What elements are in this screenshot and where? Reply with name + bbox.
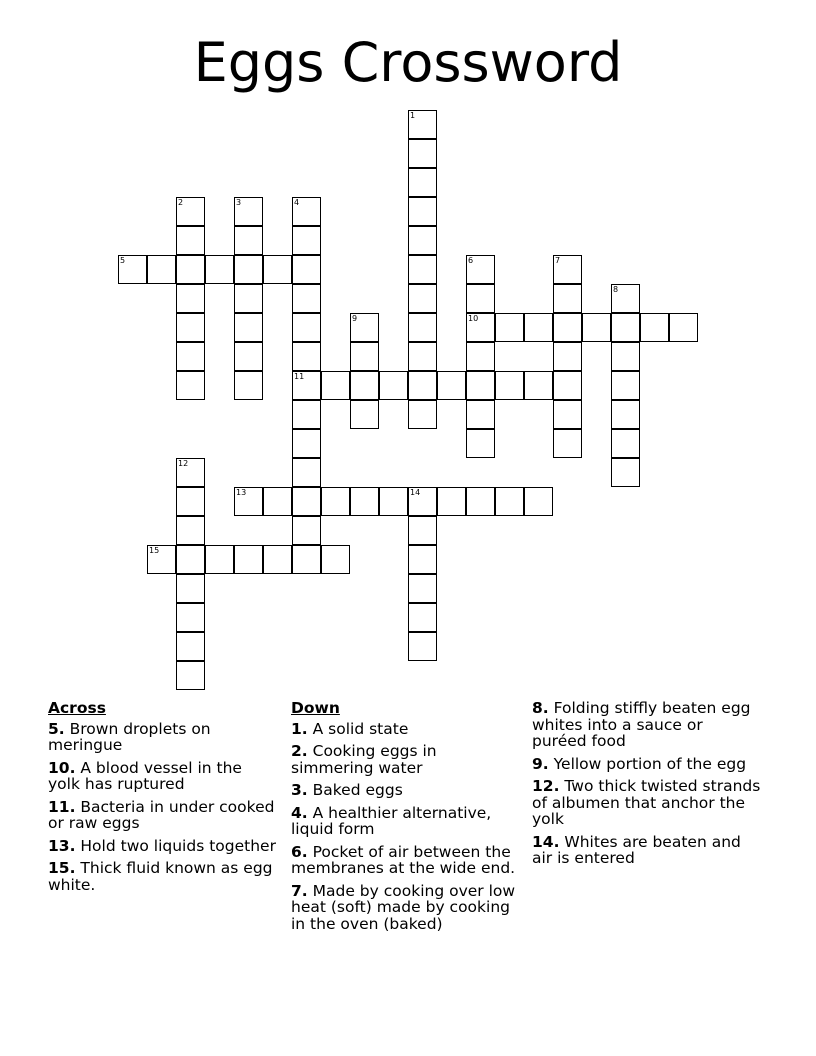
clue-number: 11	[294, 372, 305, 381]
clue-text: Hold two liquids together	[80, 836, 276, 855]
grid-cell[interactable]	[234, 255, 263, 284]
grid-cell[interactable]	[437, 487, 466, 516]
grid-cell[interactable]	[495, 487, 524, 516]
grid-cell[interactable]	[292, 197, 321, 226]
grid-cell[interactable]	[408, 226, 437, 255]
clue-num: 2.	[291, 742, 308, 760]
grid-cell[interactable]	[292, 429, 321, 458]
clue-number: 9	[352, 314, 358, 323]
grid-cell[interactable]	[176, 284, 205, 313]
page-title: Eggs Crossword	[193, 31, 623, 94]
clue-item	[291, 844, 521, 877]
clue-num: 10.	[48, 758, 76, 777]
grid-cell[interactable]	[263, 255, 292, 284]
clue-item	[532, 778, 762, 828]
across-clues	[48, 700, 278, 899]
grid-cell[interactable]	[292, 284, 321, 313]
clue-text: Folding stiffly beaten egg whites into a sauce or puréed food	[532, 699, 751, 750]
clue-item	[48, 860, 278, 893]
grid-cell[interactable]	[292, 545, 321, 574]
grid-cell[interactable]	[408, 400, 437, 429]
grid-cell[interactable]	[466, 400, 495, 429]
clue-number: 5	[120, 256, 126, 265]
grid-cell[interactable]	[292, 516, 321, 545]
grid-cell[interactable]	[234, 313, 263, 342]
grid-cell[interactable]	[118, 255, 147, 284]
clue-text: Pocket of air between the membranes at the wide end.	[291, 842, 516, 877]
grid-cell[interactable]	[408, 545, 437, 574]
grid-cell[interactable]	[408, 371, 437, 400]
clue-item	[291, 721, 521, 738]
grid-cell[interactable]	[524, 313, 553, 342]
grid-cell[interactable]	[408, 284, 437, 313]
grid-cell[interactable]	[234, 371, 263, 400]
grid-cell[interactable]	[495, 371, 524, 400]
grid-cell[interactable]	[292, 226, 321, 255]
clue-item	[291, 782, 521, 799]
grid-cell[interactable]	[611, 371, 640, 400]
grid-cell[interactable]	[379, 487, 408, 516]
grid-cell[interactable]	[553, 342, 582, 371]
grid-cell[interactable]	[176, 197, 205, 226]
grid-cell[interactable]	[350, 487, 379, 516]
grid-cell[interactable]	[234, 545, 263, 574]
grid-cell[interactable]	[553, 371, 582, 400]
grid-cell[interactable]	[350, 313, 379, 342]
grid-cell[interactable]	[292, 487, 321, 516]
grid-cell[interactable]	[437, 371, 466, 400]
clue-num: 9.	[532, 754, 549, 773]
grid-cell[interactable]	[408, 168, 437, 197]
grid-cell[interactable]	[263, 487, 292, 516]
grid-cell[interactable]	[408, 110, 437, 139]
grid-cell[interactable]	[466, 255, 495, 284]
across-heading: Across	[48, 699, 106, 717]
grid-cell[interactable]	[466, 342, 495, 371]
clue-number: 8	[613, 285, 619, 294]
clue-number: 6	[468, 256, 474, 265]
grid-cell[interactable]	[176, 661, 205, 690]
down-clues	[291, 700, 521, 938]
grid-cell[interactable]	[408, 574, 437, 603]
grid-cell[interactable]	[640, 313, 669, 342]
grid-cell[interactable]	[408, 516, 437, 545]
grid-cell[interactable]	[553, 313, 582, 342]
grid-cell[interactable]	[408, 342, 437, 371]
grid-cell[interactable]	[408, 255, 437, 284]
grid-cell[interactable]	[408, 487, 437, 516]
grid-cell[interactable]	[582, 313, 611, 342]
grid-cell[interactable]	[292, 371, 321, 400]
grid-cell[interactable]	[176, 226, 205, 255]
grid-cell[interactable]	[466, 429, 495, 458]
grid-cell[interactable]	[176, 342, 205, 371]
clue-item	[48, 760, 278, 793]
clue-num: 5.	[48, 719, 65, 738]
clue-num: 8.	[532, 699, 549, 717]
grid-cell[interactable]	[350, 400, 379, 429]
clue-item	[48, 838, 278, 855]
grid-cell[interactable]	[553, 255, 582, 284]
clue-text: Baked eggs	[312, 781, 403, 799]
grid-cell[interactable]	[234, 342, 263, 371]
grid-cell[interactable]	[466, 313, 495, 342]
grid-cell[interactable]	[263, 545, 292, 574]
grid-cell[interactable]	[234, 197, 263, 226]
grid-cell[interactable]	[292, 458, 321, 487]
grid-cell[interactable]	[292, 313, 321, 342]
clue-num: 6.	[291, 842, 308, 861]
grid-cell[interactable]	[669, 313, 698, 342]
grid-cell[interactable]	[176, 313, 205, 342]
clue-text: Cooking eggs in simmering water	[291, 742, 437, 777]
clue-text: Bacteria in under cooked or raw eggs	[48, 797, 275, 832]
clue-number: 15	[149, 546, 160, 555]
grid-cell[interactable]	[466, 371, 495, 400]
grid-cell[interactable]	[553, 400, 582, 429]
clue-number: 4	[294, 198, 300, 207]
grid-cell[interactable]	[611, 284, 640, 313]
grid-cell[interactable]	[524, 487, 553, 516]
clue-item	[291, 805, 521, 838]
grid-cell[interactable]	[611, 313, 640, 342]
down-clues-continued	[532, 700, 762, 873]
grid-cell[interactable]	[176, 516, 205, 545]
clue-num: 1.	[291, 719, 308, 738]
grid-cell[interactable]	[553, 284, 582, 313]
grid-cell[interactable]	[176, 371, 205, 400]
grid-cell[interactable]	[176, 632, 205, 661]
clue-num: 14.	[532, 832, 560, 851]
grid-cell[interactable]	[466, 487, 495, 516]
clue-item	[532, 756, 762, 773]
grid-cell[interactable]	[466, 284, 495, 313]
grid-cell[interactable]	[611, 342, 640, 371]
clue-num: 15.	[48, 859, 76, 877]
clue-num: 12.	[532, 777, 560, 795]
clue-num: 3.	[291, 781, 308, 799]
clue-text: Two thick twisted strands of albumen that anchor the yolk	[532, 777, 761, 828]
grid-cell[interactable]	[205, 545, 234, 574]
clue-item	[291, 743, 521, 776]
grid-cell[interactable]	[176, 487, 205, 516]
grid-cell[interactable]	[234, 226, 263, 255]
clue-item	[48, 721, 278, 754]
grid-cell[interactable]	[408, 603, 437, 632]
grid-cell[interactable]	[350, 371, 379, 400]
clue-text: Whites are beaten and air is entered	[532, 832, 741, 867]
grid-cell[interactable]	[321, 371, 350, 400]
clue-text: Brown droplets on meringue	[48, 719, 211, 754]
grid-cell[interactable]	[205, 255, 234, 284]
clue-number: 14	[410, 488, 421, 497]
grid-cell[interactable]	[408, 139, 437, 168]
clue-num: 4.	[291, 803, 308, 822]
grid-cell[interactable]	[611, 429, 640, 458]
grid-cell[interactable]	[321, 545, 350, 574]
clue-num: 11.	[48, 797, 76, 816]
clue-text: Made by cooking over low heat (soft) made by cooking in the oven (baked)	[291, 881, 516, 933]
clue-number: 1	[410, 111, 416, 120]
grid-cell[interactable]	[176, 603, 205, 632]
grid-cell[interactable]	[408, 313, 437, 342]
clue-num: 7.	[291, 881, 308, 900]
grid-cell[interactable]	[408, 197, 437, 226]
grid-cell[interactable]	[147, 255, 176, 284]
grid-cell[interactable]	[292, 400, 321, 429]
clue-number: 13	[236, 488, 247, 497]
clue-text: Yellow portion of the egg	[553, 754, 747, 773]
clue-item	[532, 834, 762, 867]
grid-cell[interactable]	[234, 284, 263, 313]
grid-cell[interactable]	[292, 342, 321, 371]
grid-cell[interactable]	[176, 574, 205, 603]
clue-number: 3	[236, 198, 242, 207]
grid-cell[interactable]	[292, 255, 321, 284]
clue-text: Thick fluid known as egg white.	[48, 859, 273, 894]
grid-cell[interactable]	[176, 545, 205, 574]
grid-cell[interactable]	[408, 632, 437, 661]
clue-item	[532, 700, 762, 750]
grid-cell[interactable]	[350, 342, 379, 371]
clue-text: A healthier alternative, liquid form	[291, 803, 492, 838]
clue-text: A solid state	[312, 719, 409, 738]
clue-number: 7	[555, 256, 561, 265]
grid-cell[interactable]	[147, 545, 176, 574]
grid-cell[interactable]	[524, 371, 553, 400]
clue-number: 2	[178, 198, 184, 207]
clue-item	[291, 883, 521, 933]
grid-cell[interactable]	[176, 255, 205, 284]
grid-cell[interactable]	[553, 429, 582, 458]
clue-number: 10	[468, 314, 479, 323]
clue-number: 12	[178, 459, 189, 468]
grid-cell[interactable]	[611, 458, 640, 487]
clue-item	[48, 799, 278, 832]
grid-cell[interactable]	[176, 458, 205, 487]
grid-cell[interactable]	[379, 371, 408, 400]
grid-cell[interactable]	[321, 487, 350, 516]
grid-cell[interactable]	[234, 487, 263, 516]
clue-text: A blood vessel in the yolk has ruptured	[48, 758, 242, 793]
grid-cell[interactable]	[495, 313, 524, 342]
grid-cell[interactable]	[611, 400, 640, 429]
down-heading: Down	[291, 699, 340, 717]
clue-num: 13.	[48, 836, 76, 855]
